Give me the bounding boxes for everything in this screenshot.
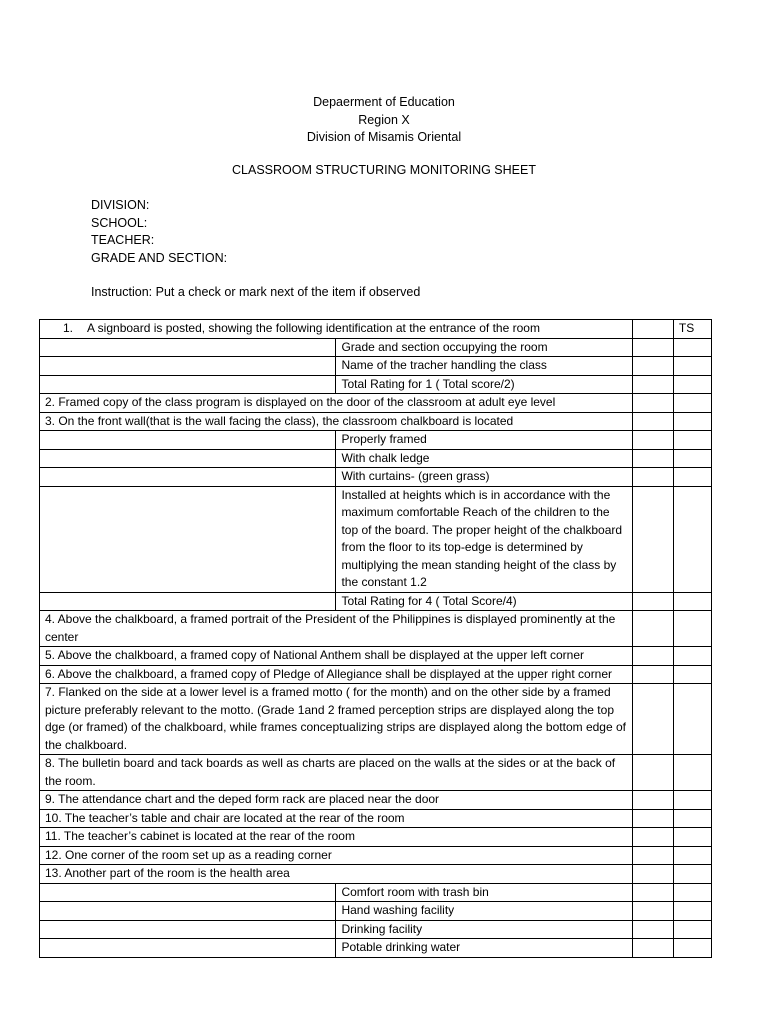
score-cell[interactable] (673, 611, 711, 647)
sheet-title: CLASSROOM STRUCTURING MONITORING SHEET (232, 163, 536, 177)
check-cell[interactable] (632, 357, 673, 376)
score-cell[interactable] (673, 883, 711, 902)
score-cell[interactable] (673, 939, 711, 958)
sub-item-text: Drinking facility (336, 920, 632, 939)
header-department: Depaerment of Education (313, 95, 455, 109)
table-row (40, 647, 712, 666)
table-row (40, 468, 712, 487)
grade-section-label: GRADE AND SECTION: (91, 250, 228, 265)
check-cell[interactable] (632, 920, 673, 939)
score-cell[interactable] (673, 592, 711, 611)
check-cell[interactable] (632, 468, 673, 487)
header-division: Division of Misamis Oriental (306, 130, 462, 144)
table-row (40, 338, 712, 357)
sub-item-text: Hand washing facility (336, 902, 632, 921)
school-label: SCHOOL: (91, 215, 148, 230)
table-row (40, 684, 712, 755)
indent-cell (40, 357, 336, 376)
score-cell[interactable] (673, 375, 711, 394)
score-cell[interactable] (673, 468, 711, 487)
score-cell[interactable] (673, 809, 711, 828)
sub-item-text: Total Rating for 1 ( Total score/2) (336, 375, 632, 394)
score-cell[interactable] (673, 412, 711, 431)
item-text: 13. Another part of the room is the health area (40, 865, 633, 884)
document-header (0, 94, 768, 147)
check-cell[interactable] (632, 611, 673, 647)
indent-cell (40, 375, 336, 394)
item-text: 4. Above the chalkboard, a framed portrait of the President of the Philippines is displayed prominently at the center (40, 611, 633, 647)
score-cell[interactable] (673, 357, 711, 376)
check-cell[interactable] (632, 828, 673, 847)
check-cell[interactable] (632, 592, 673, 611)
table-row (40, 791, 712, 810)
item-text: 2. Framed copy of the class program is displayed on the door of the classroom at adult eye level (40, 394, 633, 413)
table-row (40, 431, 712, 450)
sub-item-text: Installed at heights which is in accordance with the maximum comfortable Reach of the children to the top of the board. The proper height of the chalkboard from the floor to its top-edge is determined by multiplying the mean standing height of the class by the constant 1.2 (336, 486, 632, 592)
score-cell[interactable] (673, 920, 711, 939)
check-cell[interactable] (632, 902, 673, 921)
check-cell[interactable] (632, 338, 673, 357)
monitoring-table (39, 319, 712, 958)
table-row (40, 865, 712, 884)
sub-item-text: Name of the tracher handling the class (336, 357, 632, 376)
table-row (40, 611, 712, 647)
score-cell[interactable] (673, 449, 711, 468)
score-cell[interactable] (673, 902, 711, 921)
indent-cell (40, 902, 336, 921)
item-text: 9. The attendance chart and the deped form rack are placed near the door (40, 791, 633, 810)
score-cell[interactable] (673, 647, 711, 666)
check-cell[interactable] (632, 320, 673, 339)
info-fields (91, 197, 227, 267)
score-cell[interactable] (673, 665, 711, 684)
check-cell[interactable] (632, 412, 673, 431)
item-text: 7. Flanked on the side at a lower level is a framed motto ( for the month) and on the other side by a framed picture preferably relevant to the motto. (Grade 1and 2 framed perception strips are displayed along the top dge (or framed) of the chalkboard, while frames conceptualizing strips are displayed along the bottom edge of the chalkboard. (40, 684, 633, 755)
indent-cell (40, 592, 336, 611)
division-label: DIVISION: (91, 198, 150, 212)
sub-item-text: With curtains- (green grass) (336, 468, 632, 487)
score-cell[interactable] (673, 755, 711, 791)
check-cell[interactable] (632, 684, 673, 755)
table-row (40, 665, 712, 684)
indent-cell (40, 920, 336, 939)
item-text: 10. The teacher’s table and chair are located at the rear of the room (40, 809, 633, 828)
check-cell[interactable] (632, 883, 673, 902)
score-cell[interactable] (673, 791, 711, 810)
table-row (40, 939, 712, 958)
item-text: 11. The teacher’s cabinet is located at the rear of the room (40, 828, 633, 847)
table-row (40, 920, 712, 939)
item-text: 5. Above the chalkboard, a framed copy of National Anthem shall be displayed at the upper left corner (40, 647, 633, 666)
check-cell[interactable] (632, 665, 673, 684)
item-number: 1. (63, 321, 74, 335)
sub-item-text: Comfort room with trash bin (336, 883, 632, 902)
score-cell[interactable] (673, 431, 711, 450)
check-cell[interactable] (632, 431, 673, 450)
sub-item-text: Potable drinking water (336, 939, 632, 958)
ts-header: TS (673, 320, 711, 339)
score-cell[interactable] (673, 684, 711, 755)
item-text: 6. Above the chalkboard, a framed copy of Pledge of Allegiance shall be displayed at the upper right corner (40, 665, 633, 684)
check-cell[interactable] (632, 865, 673, 884)
indent-cell (40, 338, 336, 357)
table-row (40, 809, 712, 828)
item-text: A signboard is posted, showing the following identification at the entrance of the room (87, 321, 540, 335)
score-cell[interactable] (673, 865, 711, 884)
check-cell[interactable] (632, 755, 673, 791)
table-row (40, 486, 712, 592)
table-row (40, 755, 712, 791)
score-cell[interactable] (673, 486, 711, 592)
indent-cell (40, 486, 336, 592)
indent-cell (40, 883, 336, 902)
check-cell[interactable] (632, 394, 673, 413)
item-text: 12. One corner of the room set up as a reading corner (40, 846, 633, 865)
score-cell[interactable] (673, 846, 711, 865)
score-cell[interactable] (673, 394, 711, 413)
table-row (40, 846, 712, 865)
check-cell[interactable] (632, 449, 673, 468)
sub-item-text: With chalk ledge (336, 449, 632, 468)
instruction-text: Instruction: Put a check or mark next of the item if observed (91, 285, 421, 299)
table-row (40, 828, 712, 847)
table-row (40, 375, 712, 394)
check-cell[interactable] (632, 375, 673, 394)
check-cell[interactable] (632, 486, 673, 592)
score-cell[interactable] (673, 828, 711, 847)
header-region: Region X (358, 112, 410, 127)
check-cell[interactable] (632, 809, 673, 828)
table-row (40, 320, 712, 339)
item-cell (40, 320, 633, 339)
table-row (40, 412, 712, 431)
sub-item-text: Total Rating for 4 ( Total Score/4) (336, 592, 632, 611)
indent-cell (40, 431, 336, 450)
indent-cell (40, 939, 336, 958)
check-cell[interactable] (632, 846, 673, 865)
table-row (40, 449, 712, 468)
check-cell[interactable] (632, 939, 673, 958)
item-text: 3. On the front wall(that is the wall facing the class), the classroom chalkboard is located (40, 412, 633, 431)
table-row (40, 592, 712, 611)
item-text: 8. The bulletin board and tack boards as well as charts are placed on the walls at the sides or at the back of the room. (40, 755, 633, 791)
check-cell[interactable] (632, 647, 673, 666)
sub-item-text: Grade and section occupying the room (336, 338, 632, 357)
indent-cell (40, 449, 336, 468)
table-row (40, 357, 712, 376)
teacher-label: TEACHER: (91, 233, 155, 247)
table-row (40, 394, 712, 413)
indent-cell (40, 468, 336, 487)
table-row (40, 902, 712, 921)
table-row (40, 883, 712, 902)
score-cell[interactable] (673, 338, 711, 357)
sub-item-text: Properly framed (336, 431, 632, 450)
check-cell[interactable] (632, 791, 673, 810)
